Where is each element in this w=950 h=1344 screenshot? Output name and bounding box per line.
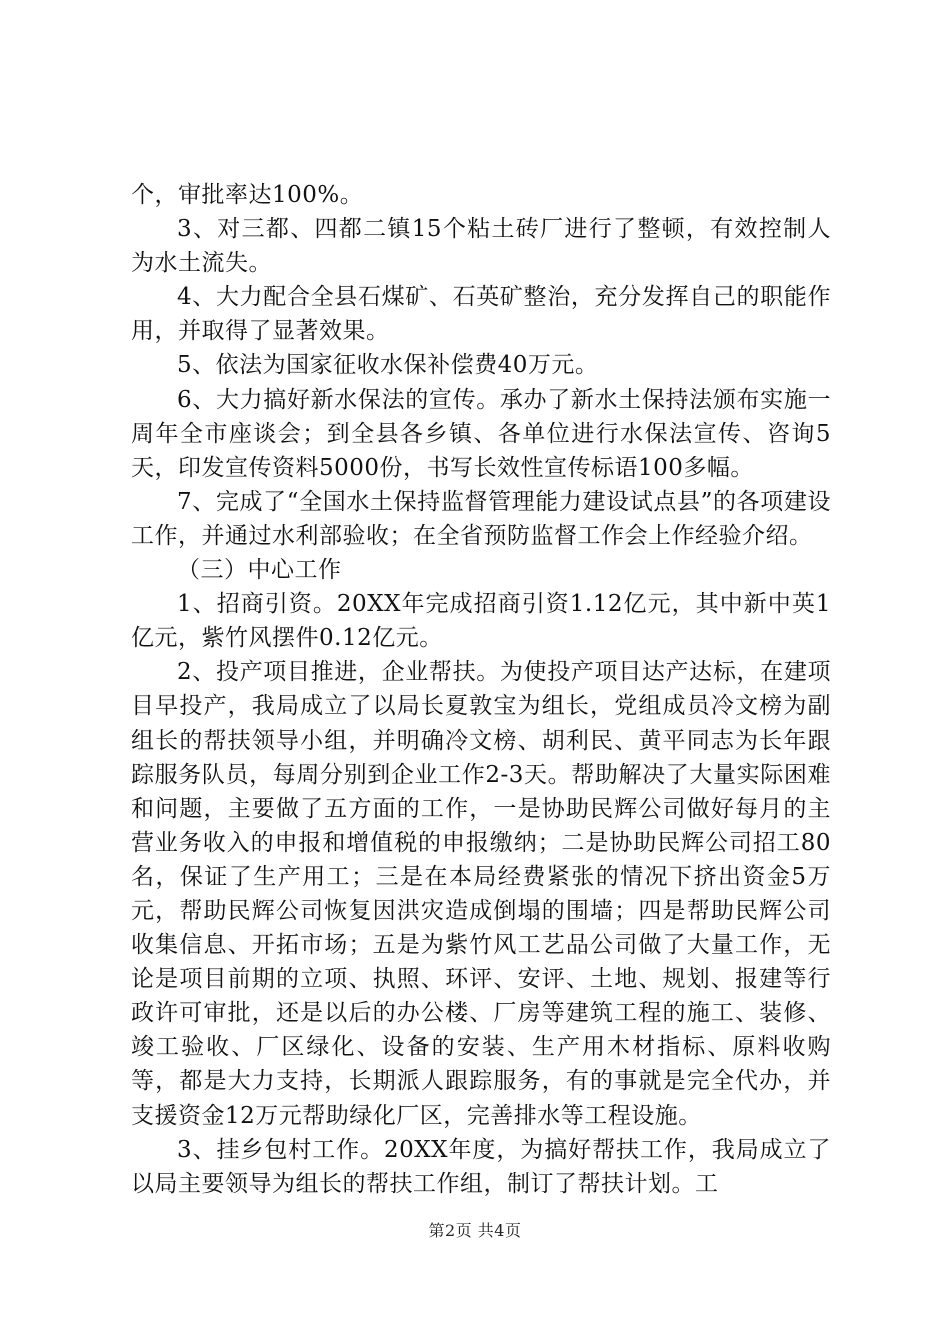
section-heading: （三）中心工作 — [177, 557, 342, 584]
document-body — [131, 178, 831, 1201]
paragraph: 5、依法为国家征收水保补偿费40万元。 — [177, 352, 599, 379]
paragraph: 6、大力搞好新水保法的宣传。承办了新水土保持法颁布实施一周年全市座谈会；到全县各乡镇、各单位进行水保法宣传、咨询5天，印发宣传资料5000份，书写长效性宣传标语100多幅。 — [131, 386, 831, 481]
paragraph: 4、大力配合全县石煤矿、石英矿整治，充分发挥自己的职能作用，并取得了显著效果。 — [131, 284, 831, 345]
paragraph: 2、投产项目推进，企业帮扶。为使投产项目达产达标，在建项目早投产，我局成立了以局长夏敦宝为组长，党组成员冷文榜为副组长的帮扶领导小组，并明确冷文榜、胡利民、黄平同志为长年跟踪服务队员，每周分别到企业工作2-3天。帮助解决了大量实际困难和问题，主要做了五方面的工作，一是协助民辉公司做好每月的主营业务收入的申报和增值税的申报缴纳；二是协助民辉公司招工80名，保证了生产用工；三是在本局经费紧张的情况下挤出资金5万元，帮助民辉公司恢复因洪灾造成倒塌的围墙；四是帮助民辉公司收集信息、开拓市场；五是为紫竹风工艺品公司做了大量工作，无论是项目前期的立项、执照、环评、安评、土地、规划、报建等行政许可审批，还是以后的办公楼、厂房等建筑工程的施工、装修、竣工验收、厂区绿化、设备的安装、生产用木材指标、原料收购等，都是大力支持，长期派人跟踪服务，有的事就是完全代办，并支援资金12万元帮助绿化厂区，完善排水等工程设施。 — [131, 659, 831, 1129]
paragraph: 7、完成了“全国水土保持监督管理能力建设试点县”的各项建设工作，并通过水利部验收；在全省预防监督工作会上作经验介绍。 — [131, 488, 831, 549]
page-number-footer: 第2页 共4页 — [428, 1221, 522, 1240]
paragraph: 个，审批率达100%。 — [131, 182, 364, 208]
paragraph: 1、招商引资。20XX年完成招商引资1.12亿元，其中新中英1亿元，紫竹风摆件0.12亿元。 — [131, 591, 831, 652]
paragraph: 3、挂乡包村工作。20XX年度，为搞好帮扶工作，我局成立了以局主要领导为组长的帮扶工作组，制订了帮扶计划。工 — [131, 1136, 831, 1197]
paragraph: 3、对三都、四都二镇15个粘土砖厂进行了整顿，有效控制人为水土流失。 — [131, 216, 831, 277]
